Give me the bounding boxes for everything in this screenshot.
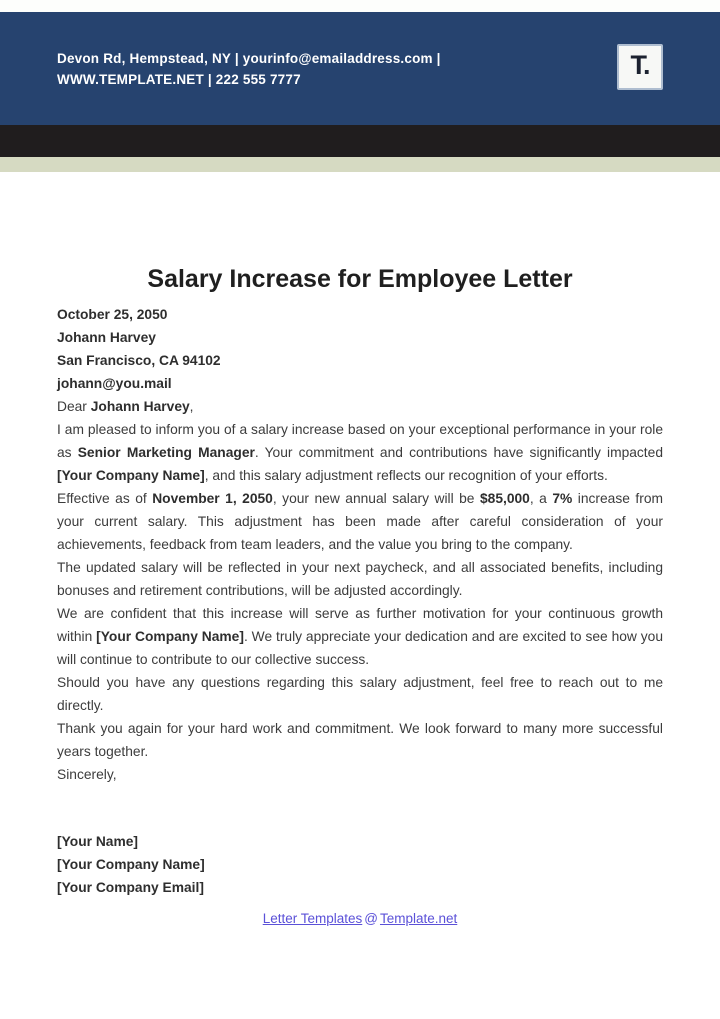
text-segment: We are confident that this increase will serve as further motivation for your continuous growth within: [57, 606, 663, 644]
letter-paragraph: [57, 671, 663, 717]
text-segment: increase from your current salary. This adjustment has been made after careful consideration of your achievements, feedback from team leaders, and the value you bring to the company.: [57, 491, 663, 552]
text-segment: Dear: [57, 399, 91, 414]
template-net-link[interactable]: Template.net: [379, 911, 458, 926]
letter-paragraph: [57, 487, 663, 556]
letter-paragraph: [57, 556, 663, 602]
logo-letter-icon: T.: [630, 49, 650, 80]
letter-templates-link[interactable]: Letter Templates: [262, 911, 363, 926]
text-segment: The updated salary will be reflected in your next paycheck, and all associated benefits, including bonuses and retirement contributions, will be adjusted accordingly.: [57, 560, 663, 598]
closing-line: Sincerely,: [57, 767, 117, 782]
letter-paragraph: [57, 418, 663, 487]
signature-name-placeholder: [Your Name]: [57, 834, 139, 849]
text-segment: , your new annual salary will be: [272, 491, 480, 506]
bold-text-segment: November 1, 2050: [152, 491, 273, 506]
top-margin: [0, 0, 720, 12]
recipient-name: Johann Harvey: [57, 330, 156, 345]
template-logo: [617, 44, 663, 90]
text-segment: , a: [529, 491, 553, 506]
text-segment: Should you have any questions regarding this salary adjustment, feel free to reach out to me directly.: [57, 675, 663, 713]
letterhead: [0, 12, 720, 125]
letter-title: Salary Increase for Employee Letter: [147, 265, 573, 293]
bold-text-segment: [Your Company Name]: [96, 629, 244, 644]
contact-info: [57, 48, 441, 90]
bold-text-segment: Johann Harvey: [90, 399, 190, 414]
signature-email-placeholder: [Your Company Email]: [57, 880, 204, 895]
bold-text-segment: 7%: [552, 491, 573, 506]
text-segment: Effective as of: [57, 491, 153, 506]
recipient-email: johann@you.mail: [57, 376, 172, 391]
bold-text-segment: Senior Marketing Manager: [77, 445, 255, 460]
letter-paragraph: [57, 717, 663, 763]
footer-separator: @: [364, 911, 378, 926]
bold-text-segment: $85,000: [479, 491, 530, 506]
black-divider-band: [0, 125, 720, 157]
letter-meta: [57, 303, 663, 395]
letter-paragraph: [57, 602, 663, 671]
text-segment: Thank you again for your hard work and commitment. We look forward to many more successful years together.: [57, 721, 663, 759]
text-segment: I am pleased to inform you of a salary increase based on your exceptional performance in your role as: [57, 422, 663, 460]
recipient-address: San Francisco, CA 94102: [57, 353, 221, 368]
text-segment: , and this salary adjustment reflects our recognition of your efforts.: [204, 468, 608, 483]
signature-block: [57, 830, 663, 899]
letter-date: October 25, 2050: [57, 307, 168, 322]
text-segment: ,: [189, 399, 194, 414]
signature-company-placeholder: [Your Company Name]: [57, 857, 205, 872]
sage-divider-band: [0, 157, 720, 172]
contact-line-2: WWW.TEMPLATE.NET | 222 555 7777: [57, 71, 301, 87]
text-segment: . We truly appreciate your dedication and are excited to see how you will continue to contribute to our collective success.: [57, 629, 663, 667]
letter-body: [0, 264, 720, 928]
contact-line-1: Devon Rd, Hempstead, NY | yourinfo@emailaddress.com |: [57, 50, 441, 66]
footer-attribution: [57, 910, 663, 928]
bold-text-segment: [Your Company Name]: [57, 468, 205, 483]
text-segment: . Your commitment and contributions have significantly impacted: [254, 445, 663, 460]
greeting-line: [57, 395, 663, 418]
